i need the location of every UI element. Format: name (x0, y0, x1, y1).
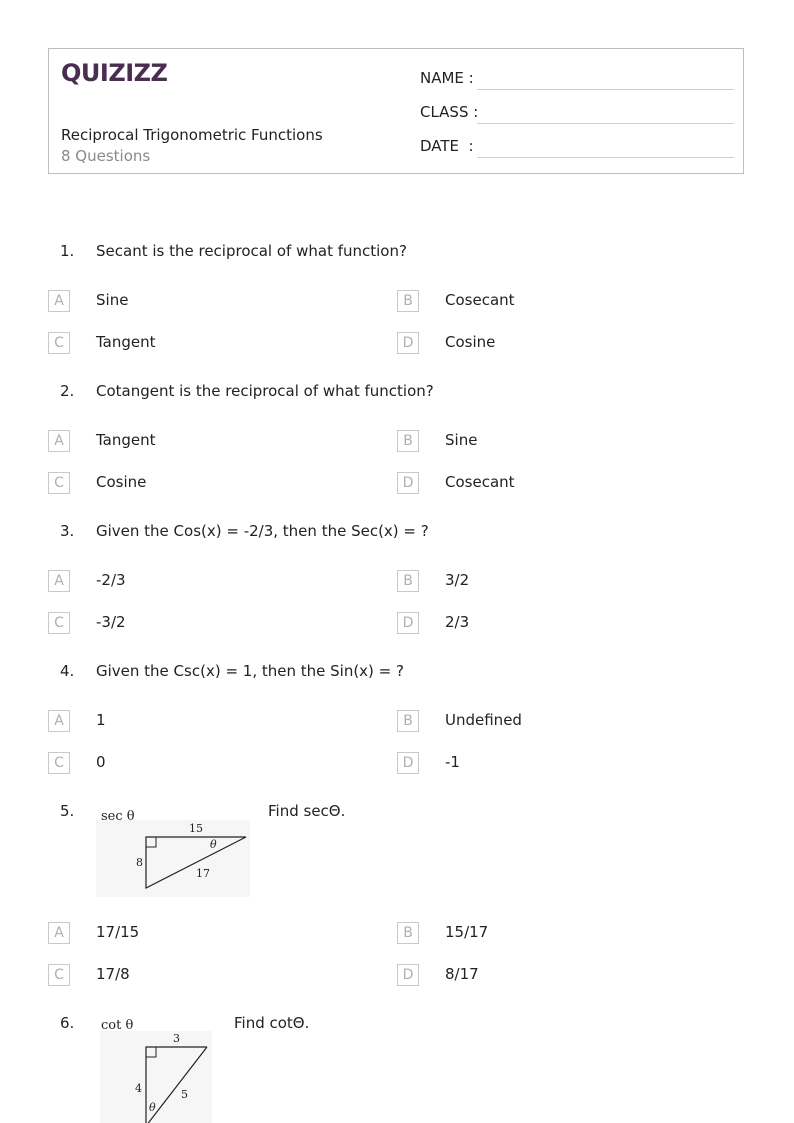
option-letter-c[interactable]: C (48, 332, 70, 354)
option-text[interactable]: -1 (445, 753, 460, 771)
figure-label: sec θ (101, 809, 135, 824)
option-text[interactable]: 17/8 (96, 965, 130, 983)
option-text[interactable]: -2/3 (96, 571, 126, 589)
date-field[interactable] (420, 137, 734, 159)
option-text[interactable]: Undefined (445, 711, 522, 729)
option-letter-a[interactable]: A (48, 430, 70, 452)
question-number: 3. (60, 522, 75, 540)
question-text: Find secΘ. (268, 802, 346, 820)
class-label: CLASS : (420, 103, 479, 121)
option-text[interactable]: 8/17 (445, 965, 479, 983)
option-text[interactable]: Cosine (96, 473, 147, 491)
question-number: 5. (60, 802, 75, 820)
option-text[interactable]: Cosecant (445, 291, 515, 309)
option-letter-c[interactable]: C (48, 964, 70, 986)
option-text[interactable]: 17/15 (96, 923, 140, 941)
triangle-figure-sec (96, 805, 250, 897)
question-number: 6. (60, 1014, 75, 1032)
option-letter-b[interactable]: B (397, 922, 419, 944)
class-line[interactable] (477, 123, 734, 124)
option-letter-c[interactable]: C (48, 612, 70, 634)
option-letter-d[interactable]: D (397, 612, 419, 634)
question-count: 8 Questions (61, 147, 151, 165)
triangle-figure-cot (96, 1016, 216, 1123)
quizizz-logo: QUIZIZZ (61, 59, 168, 87)
question-text: Given the Csc(x) = 1, then the Sin(x) = ? (96, 662, 404, 680)
name-field[interactable] (420, 69, 734, 91)
hypotenuse-label: 17 (196, 867, 210, 880)
figure-label: cot θ (101, 1018, 134, 1033)
option-letter-d[interactable]: D (397, 752, 419, 774)
hypotenuse-label: 5 (181, 1088, 188, 1101)
option-text[interactable]: Cosecant (445, 473, 515, 491)
option-letter-c[interactable]: C (48, 752, 70, 774)
option-text[interactable]: Tangent (96, 333, 156, 351)
option-letter-b[interactable]: B (397, 570, 419, 592)
question-text: Cotangent is the reciprocal of what function? (96, 382, 434, 400)
question-text: Given the Cos(x) = -2/3, then the Sec(x) = ? (96, 522, 429, 540)
option-text[interactable]: Tangent (96, 431, 156, 449)
worksheet-title: Reciprocal Trigonometric Functions (61, 126, 323, 144)
option-text[interactable]: 15/17 (445, 923, 489, 941)
option-letter-d[interactable]: D (397, 332, 419, 354)
option-letter-a[interactable]: A (48, 290, 70, 312)
right-triangle-diagram (96, 805, 250, 897)
angle-label: θ (149, 1101, 156, 1114)
question-number: 1. (60, 242, 75, 260)
option-text[interactable]: 1 (96, 711, 106, 729)
date-line[interactable] (477, 157, 734, 158)
option-letter-d[interactable]: D (397, 964, 419, 986)
option-text[interactable]: 0 (96, 753, 106, 771)
question-number: 2. (60, 382, 75, 400)
option-text[interactable]: Sine (96, 291, 129, 309)
worksheet-header (48, 48, 744, 174)
side-top-label: 15 (189, 822, 203, 835)
question-number: 4. (60, 662, 75, 680)
class-field[interactable] (420, 103, 734, 125)
option-text[interactable]: 2/3 (445, 613, 470, 631)
option-text[interactable]: Cosine (445, 333, 496, 351)
option-text[interactable]: Sine (445, 431, 478, 449)
option-letter-a[interactable]: A (48, 922, 70, 944)
option-letter-c[interactable]: C (48, 472, 70, 494)
option-letter-d[interactable]: D (397, 472, 419, 494)
option-letter-b[interactable]: B (397, 710, 419, 732)
name-line[interactable] (477, 89, 734, 90)
option-text[interactable]: 3/2 (445, 571, 470, 589)
right-triangle-diagram (96, 1016, 216, 1123)
date-label: DATE : (420, 137, 474, 155)
option-letter-b[interactable]: B (397, 430, 419, 452)
option-text[interactable]: -3/2 (96, 613, 126, 631)
question-text: Secant is the reciprocal of what function? (96, 242, 407, 260)
option-letter-a[interactable]: A (48, 570, 70, 592)
angle-label: θ (210, 838, 217, 851)
name-label: NAME : (420, 69, 474, 87)
side-top-label: 3 (173, 1032, 180, 1045)
option-letter-b[interactable]: B (397, 290, 419, 312)
side-left-label: 4 (135, 1082, 142, 1095)
side-left-label: 8 (136, 856, 143, 869)
option-letter-a[interactable]: A (48, 710, 70, 732)
question-text: Find cotΘ. (234, 1014, 310, 1032)
